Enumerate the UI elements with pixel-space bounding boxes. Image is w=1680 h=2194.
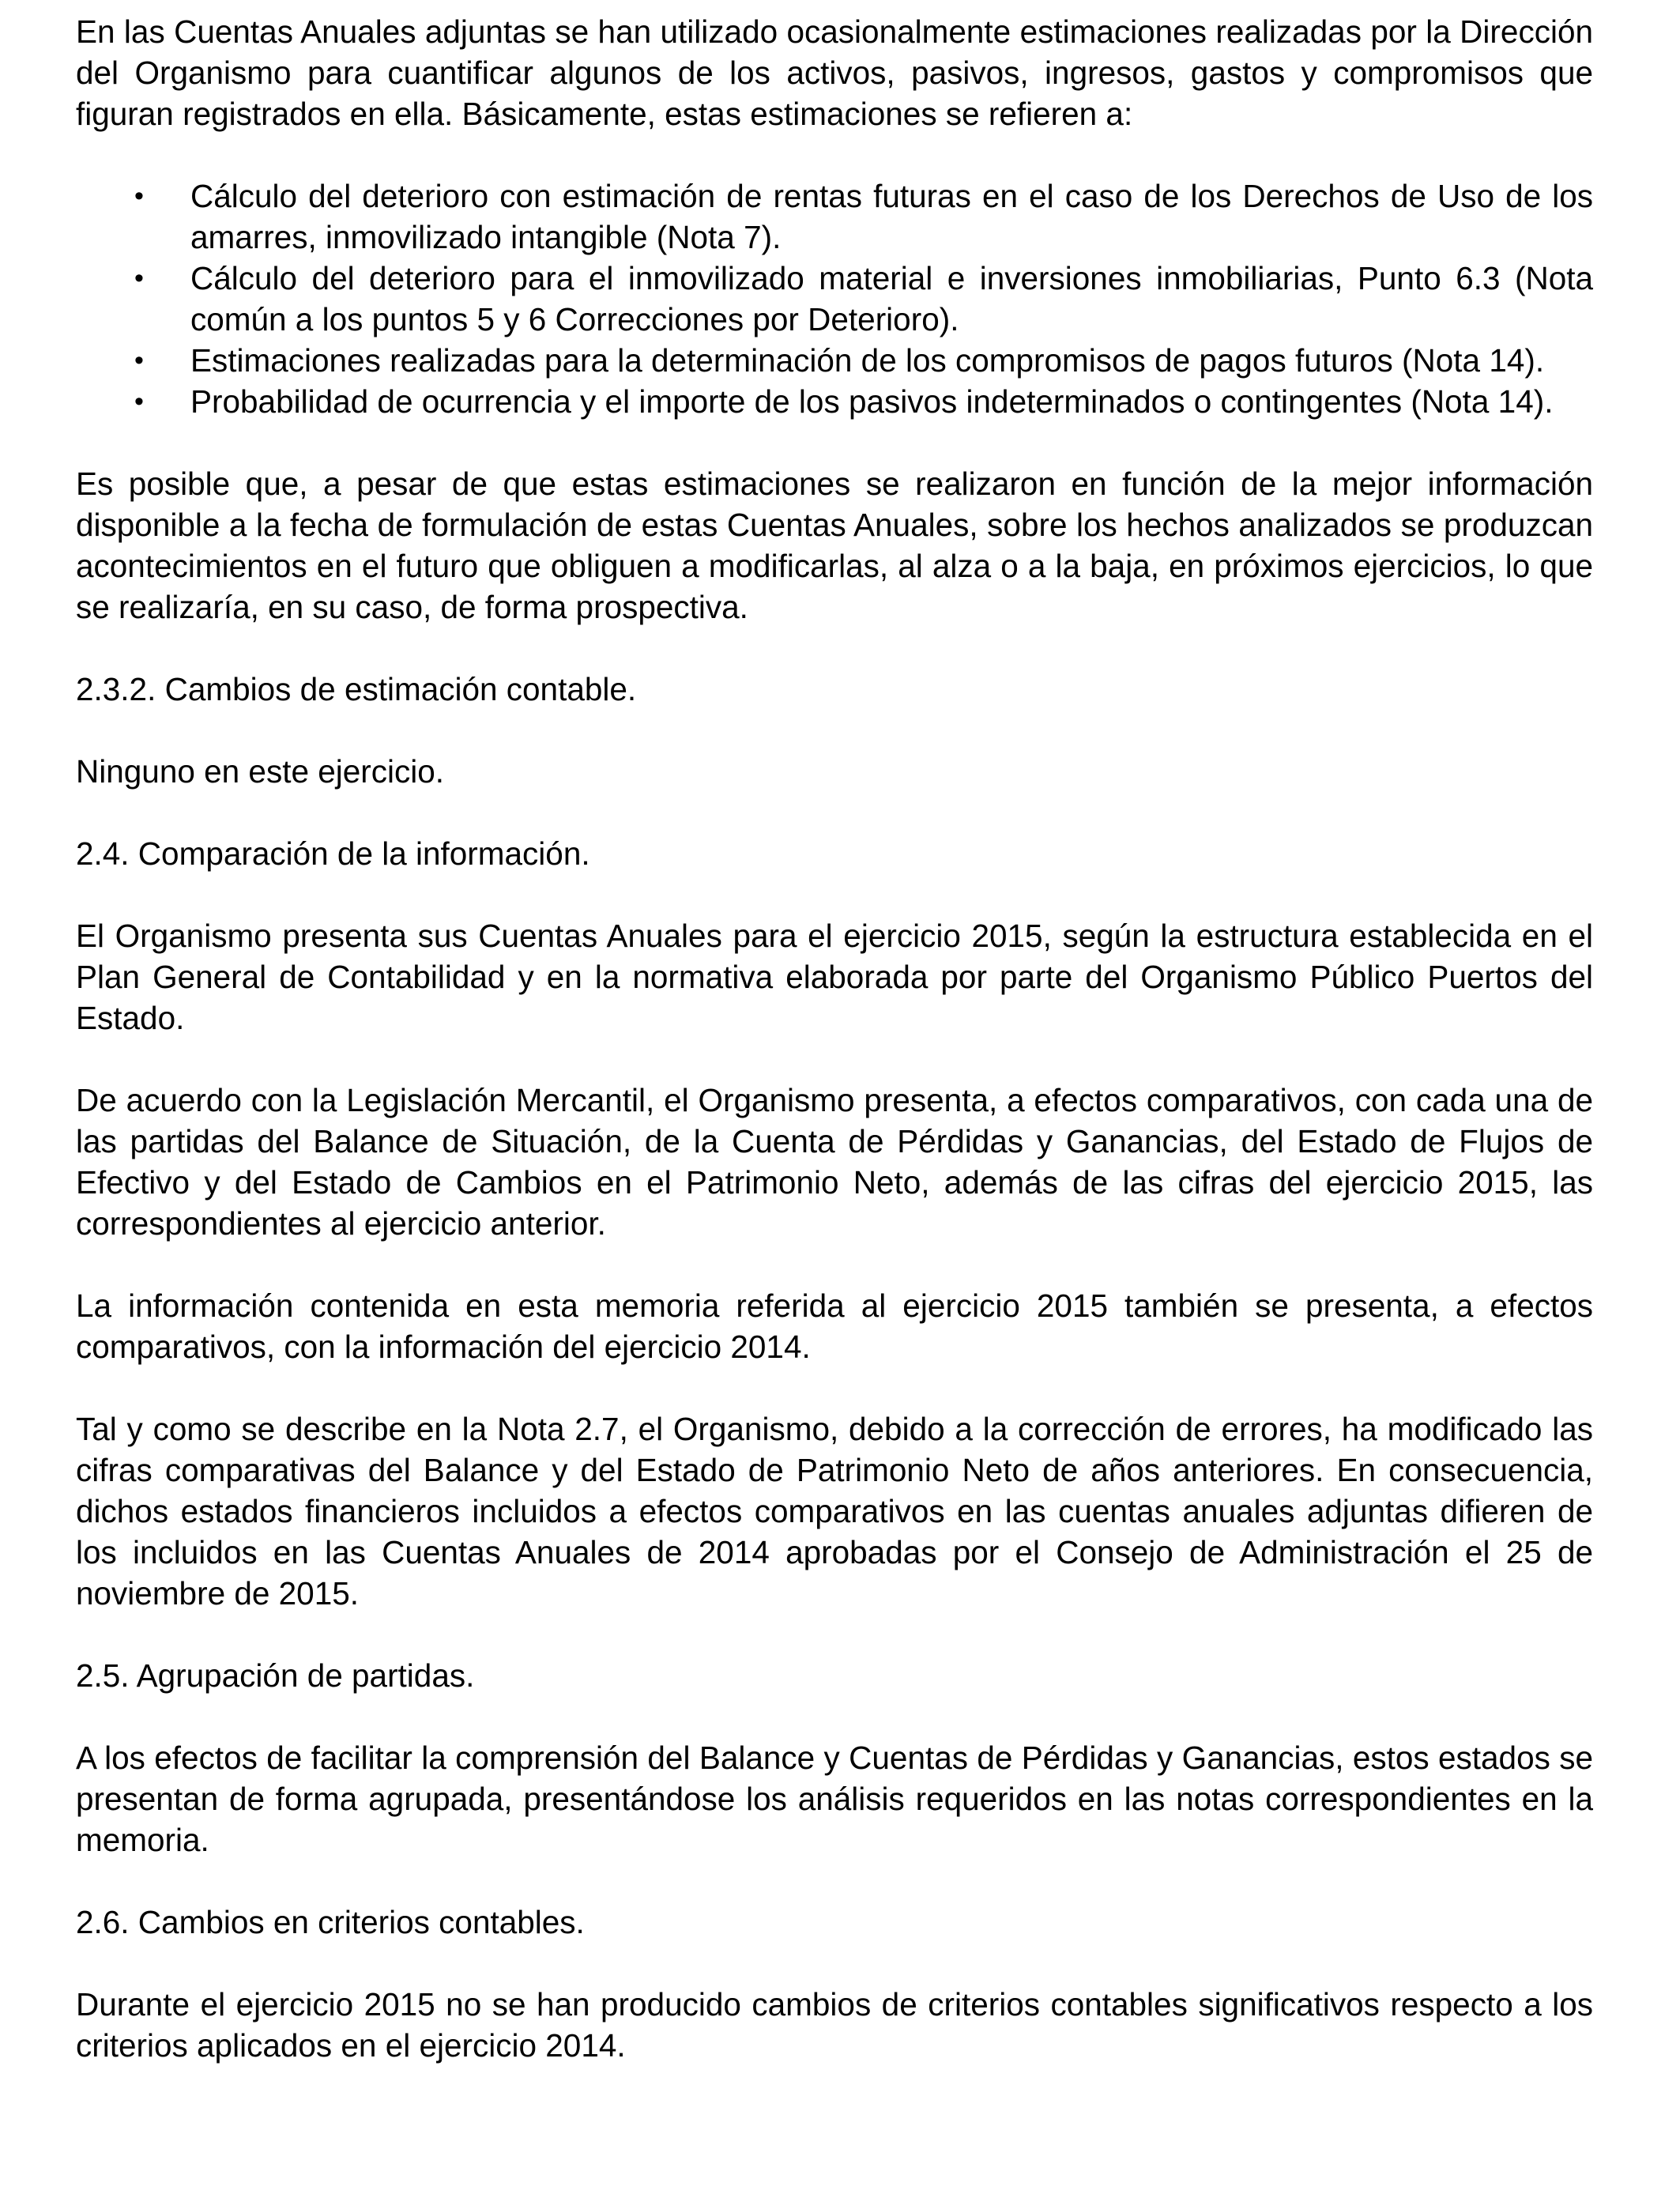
paragraph-2-4-d: Tal y como se describe en la Nota 2.7, el Organismo, debido a la corrección de errores, ha modificado las cifras comparativas del Balance y del Estado de Patrimonio Neto de años anteriores. En consecuencia, dichos estados financieros incluidos a efectos comparativos en las cuentas anuales adjuntas difieren de los incluidos en las Cuentas Anuales de 2014 aprobadas por el Consejo de Administración el 25 de noviembre de 2015. bbox=[76, 1411, 1593, 1612]
section-heading-2-4: 2.4. Comparación de la información. bbox=[76, 835, 590, 872]
intro-paragraph: En las Cuentas Anuales adjuntas se han utilizado ocasionalmente estimaciones realizadas por la Dirección del Organismo para cuantificar algunos de los activos, pasivos, ingresos, gastos y compromisos que figuran registrados en ella. Básicamente, estas estimaciones se refieren a: bbox=[76, 13, 1593, 132]
list-item-text: Cálculo del deterioro para el inmovilizado material e inversiones inmobiliarias, Punto 6.3 (Nota común a los puntos 5 y 6 Correcciones por Deterioro). bbox=[190, 260, 1593, 337]
paragraph-posible: Es posible que, a pesar de que estas estimaciones se realizaron en función de la mejor información disponible a la fecha de formulación de estas Cuentas Anuales, sobre los hechos analizados se produzcan acontecimientos en el futuro que obliguen a modificarlas, al alza o a la baja, en próximos ejercicios, lo que se realizaría, en su caso, de forma prospectiva. bbox=[76, 466, 1593, 625]
bullet-icon: • bbox=[134, 181, 144, 211]
section-heading-2-6: 2.6. Cambios en criterios contables. bbox=[76, 1904, 585, 1940]
list-item-text: Estimaciones realizadas para la determinación de los compromisos de pagos futuros (Nota 14). bbox=[190, 342, 1545, 379]
bullet-icon: • bbox=[134, 345, 144, 375]
paragraph-ninguno: Ninguno en este ejercicio. bbox=[76, 753, 445, 790]
paragraph-2-4-a: El Organismo presenta sus Cuentas Anuales para el ejercicio 2015, según la estructura establecida en el Plan General de Contabilidad y en la normativa elaborada por parte del Organismo Público Puertos del Estado. bbox=[76, 918, 1593, 1036]
list-item bbox=[76, 175, 1593, 258]
paragraph-2-4-b: De acuerdo con la Legislación Mercantil, el Organismo presenta, a efectos comparativos, con cada una de las partidas del Balance de Situación, de la Cuenta de Pérdidas y Ganancias, del Estado de Flujos de Efectivo y del Estado de Cambios en el Patrimonio Neto, además de las cifras del ejercicio 2015, las correspondientes al ejercicio anterior. bbox=[76, 1082, 1593, 1242]
list-item-text: Probabilidad de ocurrencia y el importe de los pasivos indeterminados o contingentes (Nota 14). bbox=[190, 383, 1554, 420]
paragraph-2-4-c: La información contenida en esta memoria referida al ejercicio 2015 también se presenta, a efectos comparativos, con la información del ejercicio 2014. bbox=[76, 1287, 1593, 1365]
section-heading-2-3-2: 2.3.2. Cambios de estimación contable. bbox=[76, 671, 637, 707]
paragraph-2-6: Durante el ejercicio 2015 no se han producido cambios de criterios contables significativos respecto a los criterios aplicados en el ejercicio 2014. bbox=[76, 1986, 1593, 2064]
bullet-icon: • bbox=[134, 386, 144, 417]
list-item bbox=[76, 381, 1593, 422]
list-item bbox=[76, 258, 1593, 340]
list-item bbox=[76, 340, 1593, 381]
section-heading-2-5: 2.5. Agrupación de partidas. bbox=[76, 1657, 475, 1694]
bullet-icon: • bbox=[134, 263, 144, 293]
paragraph-2-5: A los efectos de facilitar la comprensión del Balance y Cuentas de Pérdidas y Ganancias, estos estados se presentan de forma agrupada, presentándose los análisis requeridos en las notas correspondientes en la memoria. bbox=[76, 1740, 1593, 1858]
list-item-text: Cálculo del deterioro con estimación de rentas futuras en el caso de los Derechos de Uso de los amarres, inmovilizado intangible (Nota 7). bbox=[190, 178, 1593, 255]
estimates-list bbox=[76, 175, 1593, 422]
